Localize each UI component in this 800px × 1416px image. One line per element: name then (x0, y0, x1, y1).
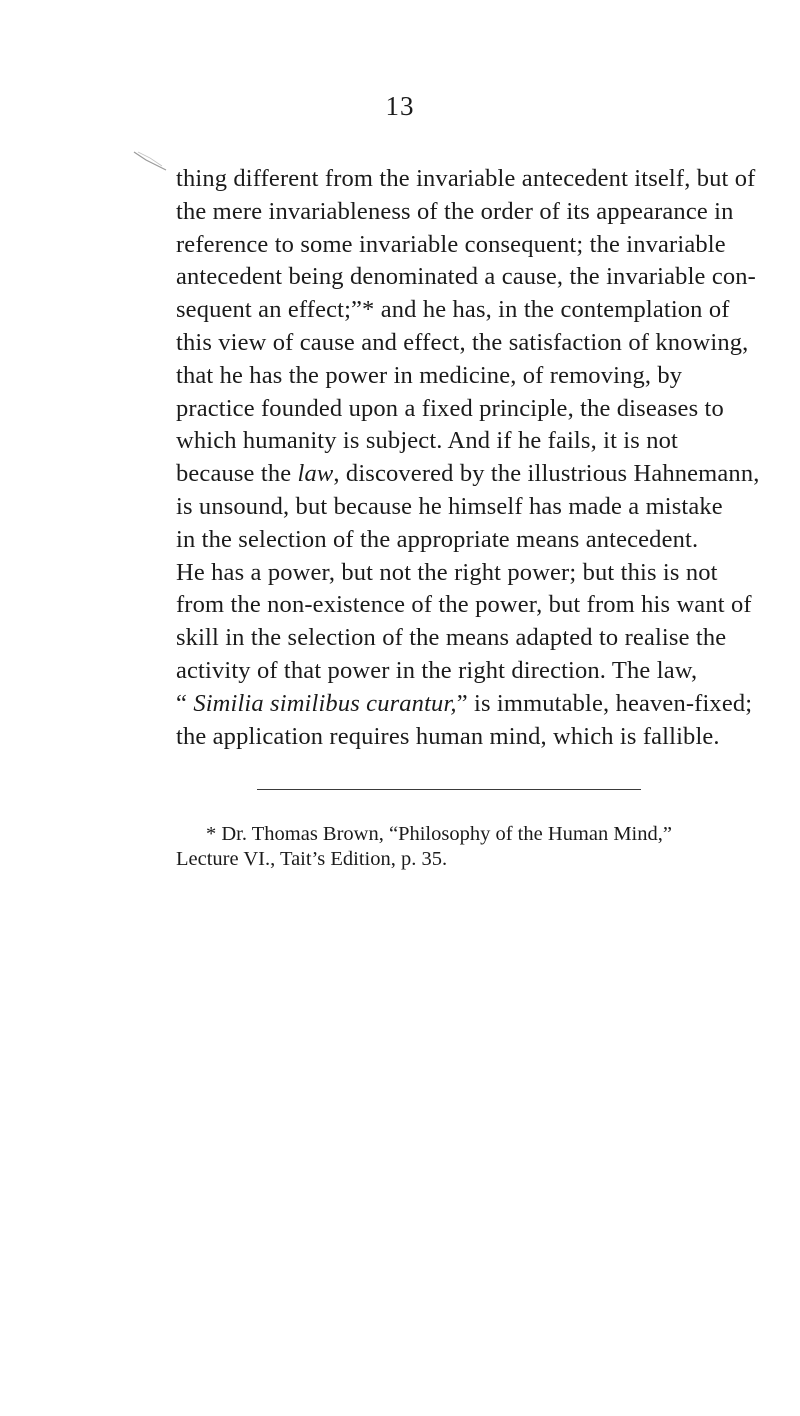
body-line: in the selection of the appropriate means antecedent. (176, 525, 699, 553)
body-line: sequent an effect;”* and he has, in the contemplation of (176, 296, 730, 324)
footnote-line: * Dr. Thomas Brown, “Philosophy of the Human Mind,” (206, 823, 672, 845)
body-line: “ Similia similibus curantur,” is immutable, heaven-fixed; (176, 689, 753, 717)
body-line: the mere invariableness of the order of its appearance in (176, 197, 734, 225)
body-line: reference to some invariable consequent; the invariable (176, 230, 726, 258)
body-text (176, 163, 760, 753)
footnote-divider (257, 789, 641, 790)
page-number: 13 (385, 91, 415, 121)
body-line: which humanity is subject. And if he fails, it is not (176, 427, 678, 455)
body-line: He has a power, but not the right power; but this is not (176, 558, 718, 586)
body-line: antecedent being denominated a cause, the invariable con- (176, 263, 756, 291)
body-line: the application requires human mind, which is fallible. (176, 722, 720, 750)
footnote (176, 822, 672, 872)
body-line: skill in the selection of the means adapted to realise the (176, 624, 727, 652)
body-line: this view of cause and effect, the satisfaction of knowing, (176, 328, 749, 356)
body-line: practice founded upon a fixed principle, the diseases to (176, 394, 724, 422)
body-line: activity of that power in the right direction. The law, (176, 656, 698, 684)
page-edge-mark (132, 150, 168, 174)
body-line: from the non-existence of the power, but from his want of (176, 591, 752, 619)
body-line: thing different from the invariable antecedent itself, but of (176, 165, 756, 192)
footnote-line: Lecture VI., Tait’s Edition, p. 35. (176, 848, 448, 870)
body-line: because the law, discovered by the illustrious Hahnemann, (176, 460, 760, 488)
body-line: that he has the power in medicine, of removing, by (176, 361, 683, 389)
body-line: is unsound, but because he himself has made a mistake (176, 492, 723, 520)
